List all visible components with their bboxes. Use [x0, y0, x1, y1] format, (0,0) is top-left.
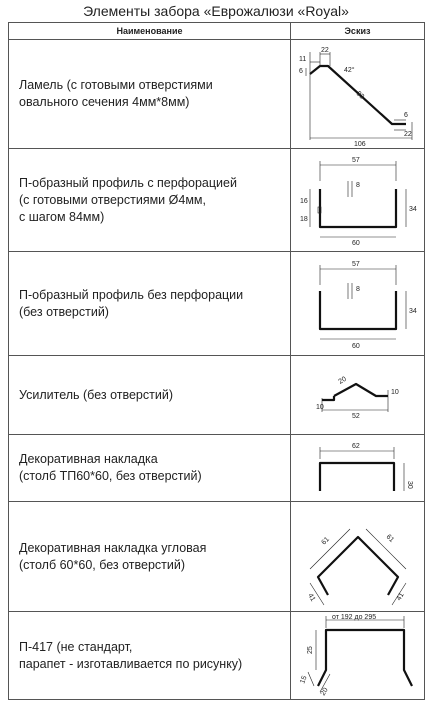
dim-top: 57 — [351, 260, 360, 268]
dim-slope: 20 — [337, 375, 348, 386]
dim-diag: 83 — [354, 90, 365, 101]
dim-right-bottom: 41 — [395, 591, 406, 602]
p417-sketch — [296, 614, 420, 698]
row-sketch-cell — [291, 435, 425, 502]
row-name-cell — [9, 502, 291, 612]
dim-angle: 42° — [343, 67, 355, 74]
dim-width: 106 — [353, 141, 366, 146]
row-name: Декоративная накладка угловая (столб 60*60, без отверстий) — [19, 540, 207, 572]
dim-width: от 192 до 295 — [331, 613, 376, 621]
dim-left-bottom: 41 — [305, 592, 316, 603]
lamel-sketch — [296, 42, 420, 146]
dim-left-top: 61 — [319, 535, 331, 546]
table-row — [9, 149, 425, 252]
dim-left: 10 — [315, 404, 324, 411]
row-name: Ламель (с готовыми отверстиями овального сечения 4мм*8мм) — [19, 78, 213, 109]
reinforcement-sketch — [296, 360, 420, 430]
table-row — [9, 252, 425, 356]
dim-top: 57 — [351, 157, 360, 164]
p-profile-plain-sketch — [296, 255, 420, 353]
row-sketch-cell — [291, 502, 425, 612]
row-name: Усилитель (без отверстий) — [19, 387, 173, 402]
table-row — [9, 435, 425, 502]
dim-width: 60 — [351, 240, 360, 247]
row-name: П-417 (не стандарт, парапет - изготавливается по рисунку) — [19, 639, 243, 671]
row-sketch-cell — [291, 252, 425, 356]
row-name: П-образный профиль без перфорации (без отверстий) — [19, 287, 244, 319]
dim-right: 6 — [403, 112, 408, 119]
dim-slot: 8 — [355, 285, 360, 293]
dim-top: 22 — [320, 47, 329, 54]
table-header-row — [9, 23, 425, 40]
corner-cover-sketch — [296, 505, 420, 609]
table-row — [9, 40, 425, 149]
row-sketch-cell — [291, 149, 425, 252]
table-row — [9, 502, 425, 612]
table-row — [9, 356, 425, 435]
elements-table — [8, 22, 425, 700]
dim-bottom: 20 — [319, 686, 330, 697]
dim-lip: 15 — [298, 674, 309, 685]
row-name: Декоративная накладка (столб ТП60*60, без отверстий) — [19, 452, 202, 483]
page-title: Элементы забора «Еврожалюзи «Royal» — [83, 3, 349, 19]
row-name-cell — [9, 40, 291, 149]
row-name-cell — [9, 252, 291, 356]
dim-width: 62 — [351, 443, 360, 450]
row-sketch-cell — [291, 40, 425, 149]
row-name-cell — [9, 435, 291, 502]
dim-right: 10 — [390, 389, 399, 396]
dim-height: 30 — [405, 481, 413, 489]
dim-height: 34 — [408, 206, 417, 213]
table-row — [9, 612, 425, 700]
row-name-cell — [9, 356, 291, 435]
header-sketch: Эскиз — [291, 23, 425, 40]
dim-left2: 6 — [298, 68, 303, 75]
decorative-cover-sketch — [296, 437, 420, 499]
dim-lower: 18 — [299, 216, 308, 223]
dim-width: 60 — [351, 342, 360, 350]
dim-left: 11 — [298, 56, 306, 63]
dim-width: 52 — [351, 413, 360, 420]
row-sketch-cell — [291, 356, 425, 435]
row-name: П-образный профиль с перфорацией (с готовыми отверстиями Ø4мм, с шагом 84мм) — [19, 175, 237, 224]
row-sketch-cell — [291, 612, 425, 700]
dim-right-top: 61 — [384, 532, 395, 544]
p-profile-perforated-sketch — [296, 151, 420, 249]
dim-slot: 8 — [355, 182, 360, 189]
dim-bottom-right: 22 — [403, 131, 412, 138]
dim-height: 34 — [408, 307, 417, 315]
row-name-cell — [9, 612, 291, 700]
header-name: Наименование — [9, 23, 291, 40]
row-name-cell — [9, 149, 291, 252]
dim-upper: 16 — [299, 198, 308, 205]
dim-height: 25 — [306, 645, 314, 654]
